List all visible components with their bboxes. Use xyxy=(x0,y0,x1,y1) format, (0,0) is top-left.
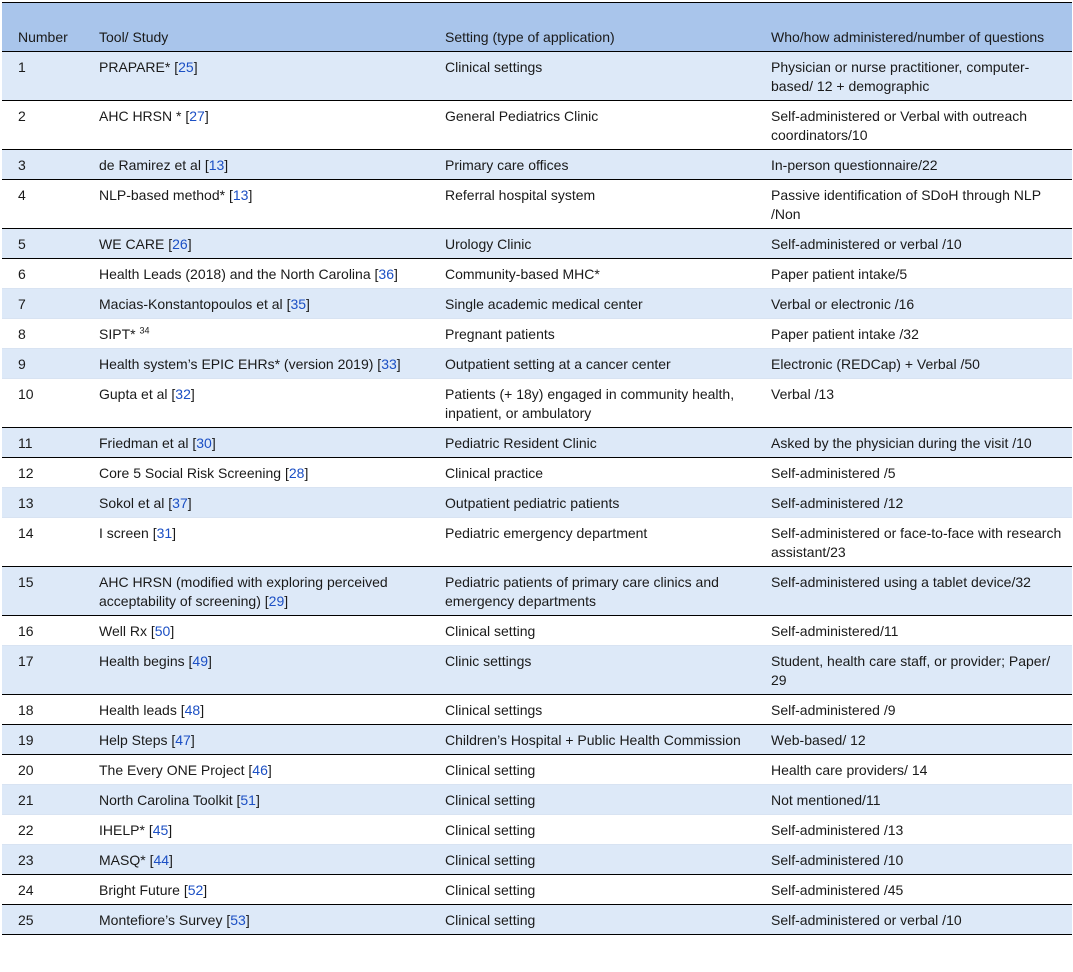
tool-name: Bright Future xyxy=(99,882,184,898)
cell-number: 24 xyxy=(2,875,81,905)
cell-administration: Physician or nurse practitioner, computer-based/ 12 + demographic xyxy=(753,52,1072,101)
cell-number: 22 xyxy=(2,815,81,845)
table-row xyxy=(2,229,1072,259)
tool-name: Health leads xyxy=(99,702,181,718)
cell-number: 7 xyxy=(2,289,81,319)
cell-number: 8 xyxy=(2,319,81,349)
cell-setting: Pediatric Resident Clinic xyxy=(427,428,753,458)
cell-tool-study: Core 5 Social Risk Screening [28] xyxy=(81,458,427,488)
table-row xyxy=(2,755,1072,785)
cell-tool-study: de Ramirez et al [13] xyxy=(81,150,427,180)
cell-number: 18 xyxy=(2,695,81,725)
cell-administration: Self-administered /12 xyxy=(753,488,1072,518)
citation-link[interactable]: 37 xyxy=(172,495,188,511)
cell-number: 14 xyxy=(2,518,81,567)
citation-link[interactable]: 29 xyxy=(268,593,285,609)
cell-setting: Clinic settings xyxy=(427,646,753,695)
cell-setting: Clinical setting xyxy=(427,616,753,646)
cell-tool-study: The Every ONE Project [46] xyxy=(81,755,427,785)
table-row xyxy=(2,845,1072,875)
tool-name: SIPT* xyxy=(99,326,140,342)
cell-tool-study: Sokol et al [37] xyxy=(81,488,427,518)
table-row xyxy=(2,875,1072,905)
cell-administration: Self-administered using a tablet device/32 xyxy=(753,567,1072,616)
cell-setting: Clinical setting xyxy=(427,875,753,905)
cell-tool-study: Montefiore’s Survey [53] xyxy=(81,905,427,935)
tool-name: AHC HRSN * xyxy=(99,108,186,124)
tool-name: I screen xyxy=(99,525,153,541)
tool-name: Core 5 Social Risk Screening xyxy=(99,465,285,481)
cell-administration: Passive identification of SDoH through NLP /Non xyxy=(753,180,1072,229)
tool-name: Health system’s EPIC EHRs* (version 2019) xyxy=(99,356,378,372)
cell-administration: Self-administered/11 xyxy=(753,616,1072,646)
header-tool-study: Tool/ Study xyxy=(81,3,427,52)
cell-setting: Referral hospital system xyxy=(427,180,753,229)
table-header-row xyxy=(2,3,1072,52)
cell-tool-study: North Carolina Toolkit [51] xyxy=(81,785,427,815)
citation-link[interactable]: 28 xyxy=(288,465,305,481)
cell-administration: Asked by the physician during the visit /10 xyxy=(753,428,1072,458)
cell-setting: Pregnant patients xyxy=(427,319,753,349)
citation-link[interactable]: 45 xyxy=(152,822,169,838)
table-row xyxy=(2,815,1072,845)
screening-tools-table xyxy=(2,2,1072,935)
cell-setting: Single academic medical center xyxy=(427,289,753,319)
table-row xyxy=(2,101,1072,150)
cell-administration: Self-administered or verbal /10 xyxy=(753,905,1072,935)
table-row xyxy=(2,52,1072,101)
cell-number: 23 xyxy=(2,845,81,875)
citation-link[interactable]: 51 xyxy=(240,792,256,808)
cell-number: 21 xyxy=(2,785,81,815)
cell-administration: Self-administered /13 xyxy=(753,815,1072,845)
cell-number: 10 xyxy=(2,379,81,428)
cell-number: 20 xyxy=(2,755,81,785)
citation-link[interactable]: 48 xyxy=(184,702,201,718)
cell-setting: Children’s Hospital + Public Health Commission xyxy=(427,725,753,755)
cell-number: 25 xyxy=(2,905,81,935)
cell-tool-study: IHELP* [45] xyxy=(81,815,427,845)
cell-number: 11 xyxy=(2,428,81,458)
cell-administration: Web-based/ 12 xyxy=(753,725,1072,755)
tool-name: de Ramirez et al xyxy=(99,157,205,173)
cell-tool-study: Health begins [49] xyxy=(81,646,427,695)
tool-name: Health begins xyxy=(99,653,189,669)
tool-name: Help Steps xyxy=(99,732,172,748)
citation-link[interactable]: 30 xyxy=(196,435,212,451)
table-row xyxy=(2,905,1072,935)
cell-tool-study: NLP-based method* [13] xyxy=(81,180,427,229)
table-row xyxy=(2,518,1072,567)
citation-link[interactable]: 13 xyxy=(232,187,249,203)
citation-link[interactable]: 36 xyxy=(378,266,394,282)
cell-administration: Self-administered or face-to-face with research assistant/23 xyxy=(753,518,1072,567)
table-row xyxy=(2,488,1072,518)
cell-administration: Paper patient intake/5 xyxy=(753,259,1072,289)
citation-link[interactable]: 50 xyxy=(154,623,171,639)
cell-administration: Self-administered /10 xyxy=(753,845,1072,875)
cell-number: 6 xyxy=(2,259,81,289)
cell-administration: In-person questionnaire/22 xyxy=(753,150,1072,180)
cell-administration: Not mentioned/11 xyxy=(753,785,1072,815)
cell-tool-study: Health system’s EPIC EHRs* (version 2019) [33] xyxy=(81,349,427,379)
cell-administration: Self-administered /5 xyxy=(753,458,1072,488)
table-row xyxy=(2,319,1072,349)
cell-administration: Health care providers/ 14 xyxy=(753,755,1072,785)
table-row xyxy=(2,259,1072,289)
citation-link[interactable]: 35 xyxy=(290,296,307,312)
cell-tool-study: AHC HRSN (modified with exploring perceived acceptability of screening) [29] xyxy=(81,567,427,616)
cell-number: 15 xyxy=(2,567,81,616)
cell-setting: Clinical setting xyxy=(427,905,753,935)
cell-administration: Student, health care staff, or provider; Paper/ 29 xyxy=(753,646,1072,695)
tool-name: Well Rx xyxy=(99,623,151,639)
cell-tool-study: Help Steps [47] xyxy=(81,725,427,755)
cell-tool-study: Macias-Konstantopoulos et al [35] xyxy=(81,289,427,319)
cell-setting: Urology Clinic xyxy=(427,229,753,259)
tool-name: Macias-Konstantopoulos et al xyxy=(99,296,287,312)
table-row xyxy=(2,458,1072,488)
citation-link[interactable]: 49 xyxy=(192,653,208,669)
cell-setting: Clinical setting xyxy=(427,755,753,785)
cell-setting: Primary care offices xyxy=(427,150,753,180)
cell-number: 9 xyxy=(2,349,81,379)
citation-link[interactable]: 46 xyxy=(252,762,268,778)
cell-setting: Clinical setting xyxy=(427,845,753,875)
table-row xyxy=(2,616,1072,646)
cell-tool-study: Friedman et al [30] xyxy=(81,428,427,458)
cell-number: 5 xyxy=(2,229,81,259)
cell-tool-study: PRAPARE* [25] xyxy=(81,52,427,101)
cell-tool-study: Well Rx [50] xyxy=(81,616,427,646)
citation-link[interactable]: 32 xyxy=(175,386,191,402)
table-row xyxy=(2,725,1072,755)
cell-setting: Clinical settings xyxy=(427,52,753,101)
cell-administration: Self-administered or Verbal with outreach coordinators/10 xyxy=(753,101,1072,150)
tool-name: Gupta et al xyxy=(99,386,172,402)
cell-number: 16 xyxy=(2,616,81,646)
tool-name: MASQ* xyxy=(99,852,150,868)
table-row xyxy=(2,428,1072,458)
cell-administration: Verbal /13 xyxy=(753,379,1072,428)
cell-tool-study: Health Leads (2018) and the North Carolina [36] xyxy=(81,259,427,289)
table-row xyxy=(2,180,1072,229)
tool-name: AHC HRSN (modified with exploring perceived acceptability of screening) xyxy=(99,574,388,609)
tool-name: The Every ONE Project xyxy=(99,762,249,778)
cell-administration: Self-administered /45 xyxy=(753,875,1072,905)
citation-superscript: 34 xyxy=(139,325,150,336)
header-setting: Setting (type of application) xyxy=(427,3,753,52)
cell-setting: General Pediatrics Clinic xyxy=(427,101,753,150)
tool-name: Montefiore’s Survey xyxy=(99,912,227,928)
tool-name: NLP-based method* xyxy=(99,187,229,203)
header-administration: Who/how administered/number of questions xyxy=(753,3,1072,52)
table-row xyxy=(2,349,1072,379)
table-row xyxy=(2,646,1072,695)
cell-setting: Clinical practice xyxy=(427,458,753,488)
table-row xyxy=(2,150,1072,180)
cell-setting: Clinical settings xyxy=(427,695,753,725)
table-body xyxy=(2,52,1072,935)
cell-number: 3 xyxy=(2,150,81,180)
cell-tool-study: AHC HRSN * [27] xyxy=(81,101,427,150)
cell-administration: Paper patient intake /32 xyxy=(753,319,1072,349)
cell-tool-study xyxy=(81,319,427,349)
cell-number: 4 xyxy=(2,180,81,229)
cell-setting: Pediatric patients of primary care clinics and emergency departments xyxy=(427,567,753,616)
cell-administration: Verbal or electronic /16 xyxy=(753,289,1072,319)
tool-name: WE CARE xyxy=(99,236,169,252)
citation-link[interactable]: 31 xyxy=(156,525,173,541)
table-row xyxy=(2,785,1072,815)
cell-number: 1 xyxy=(2,52,81,101)
cell-number: 17 xyxy=(2,646,81,695)
tool-name: IHELP* xyxy=(99,822,149,838)
citation-link[interactable]: 52 xyxy=(187,882,204,898)
cell-setting: Outpatient pediatric patients xyxy=(427,488,753,518)
tool-name: North Carolina Toolkit xyxy=(99,792,237,808)
tool-name: Sokol et al xyxy=(99,495,169,511)
cell-administration: Self-administered or verbal /10 xyxy=(753,229,1072,259)
cell-tool-study: Gupta et al [32] xyxy=(81,379,427,428)
citation-link[interactable]: 27 xyxy=(189,108,205,124)
tool-name: Health Leads (2018) and the North Carolina xyxy=(99,266,375,282)
cell-setting: Community-based MHC* xyxy=(427,259,753,289)
cell-setting: Patients (+ 18y) engaged in community health, inpatient, or ambulatory xyxy=(427,379,753,428)
citation-link[interactable]: 44 xyxy=(153,852,170,868)
citation-link[interactable]: 25 xyxy=(178,59,194,75)
tool-name: Friedman et al xyxy=(99,435,193,451)
tool-name: PRAPARE* xyxy=(99,59,175,75)
cell-setting: Outpatient setting at a cancer center xyxy=(427,349,753,379)
cell-number: 2 xyxy=(2,101,81,150)
table-row xyxy=(2,289,1072,319)
table-row xyxy=(2,379,1072,428)
cell-administration: Electronic (REDCap) + Verbal /50 xyxy=(753,349,1072,379)
cell-setting: Clinical setting xyxy=(427,785,753,815)
table-row xyxy=(2,695,1072,725)
cell-tool-study: MASQ* [44] xyxy=(81,845,427,875)
header-number: Number xyxy=(2,3,81,52)
cell-tool-study: WE CARE [26] xyxy=(81,229,427,259)
cell-setting: Clinical setting xyxy=(427,815,753,845)
cell-number: 12 xyxy=(2,458,81,488)
citation-link[interactable]: 26 xyxy=(172,236,188,252)
citation-link[interactable]: 47 xyxy=(175,732,191,748)
cell-tool-study: Bright Future [52] xyxy=(81,875,427,905)
cell-setting: Pediatric emergency department xyxy=(427,518,753,567)
cell-administration: Self-administered /9 xyxy=(753,695,1072,725)
citation-link[interactable]: 13 xyxy=(208,157,225,173)
cell-tool-study: Health leads [48] xyxy=(81,695,427,725)
cell-tool-study: I screen [31] xyxy=(81,518,427,567)
citation-link[interactable]: 53 xyxy=(230,912,246,928)
cell-number: 19 xyxy=(2,725,81,755)
cell-number: 13 xyxy=(2,488,81,518)
table-row xyxy=(2,567,1072,616)
citation-link[interactable]: 33 xyxy=(381,356,397,372)
